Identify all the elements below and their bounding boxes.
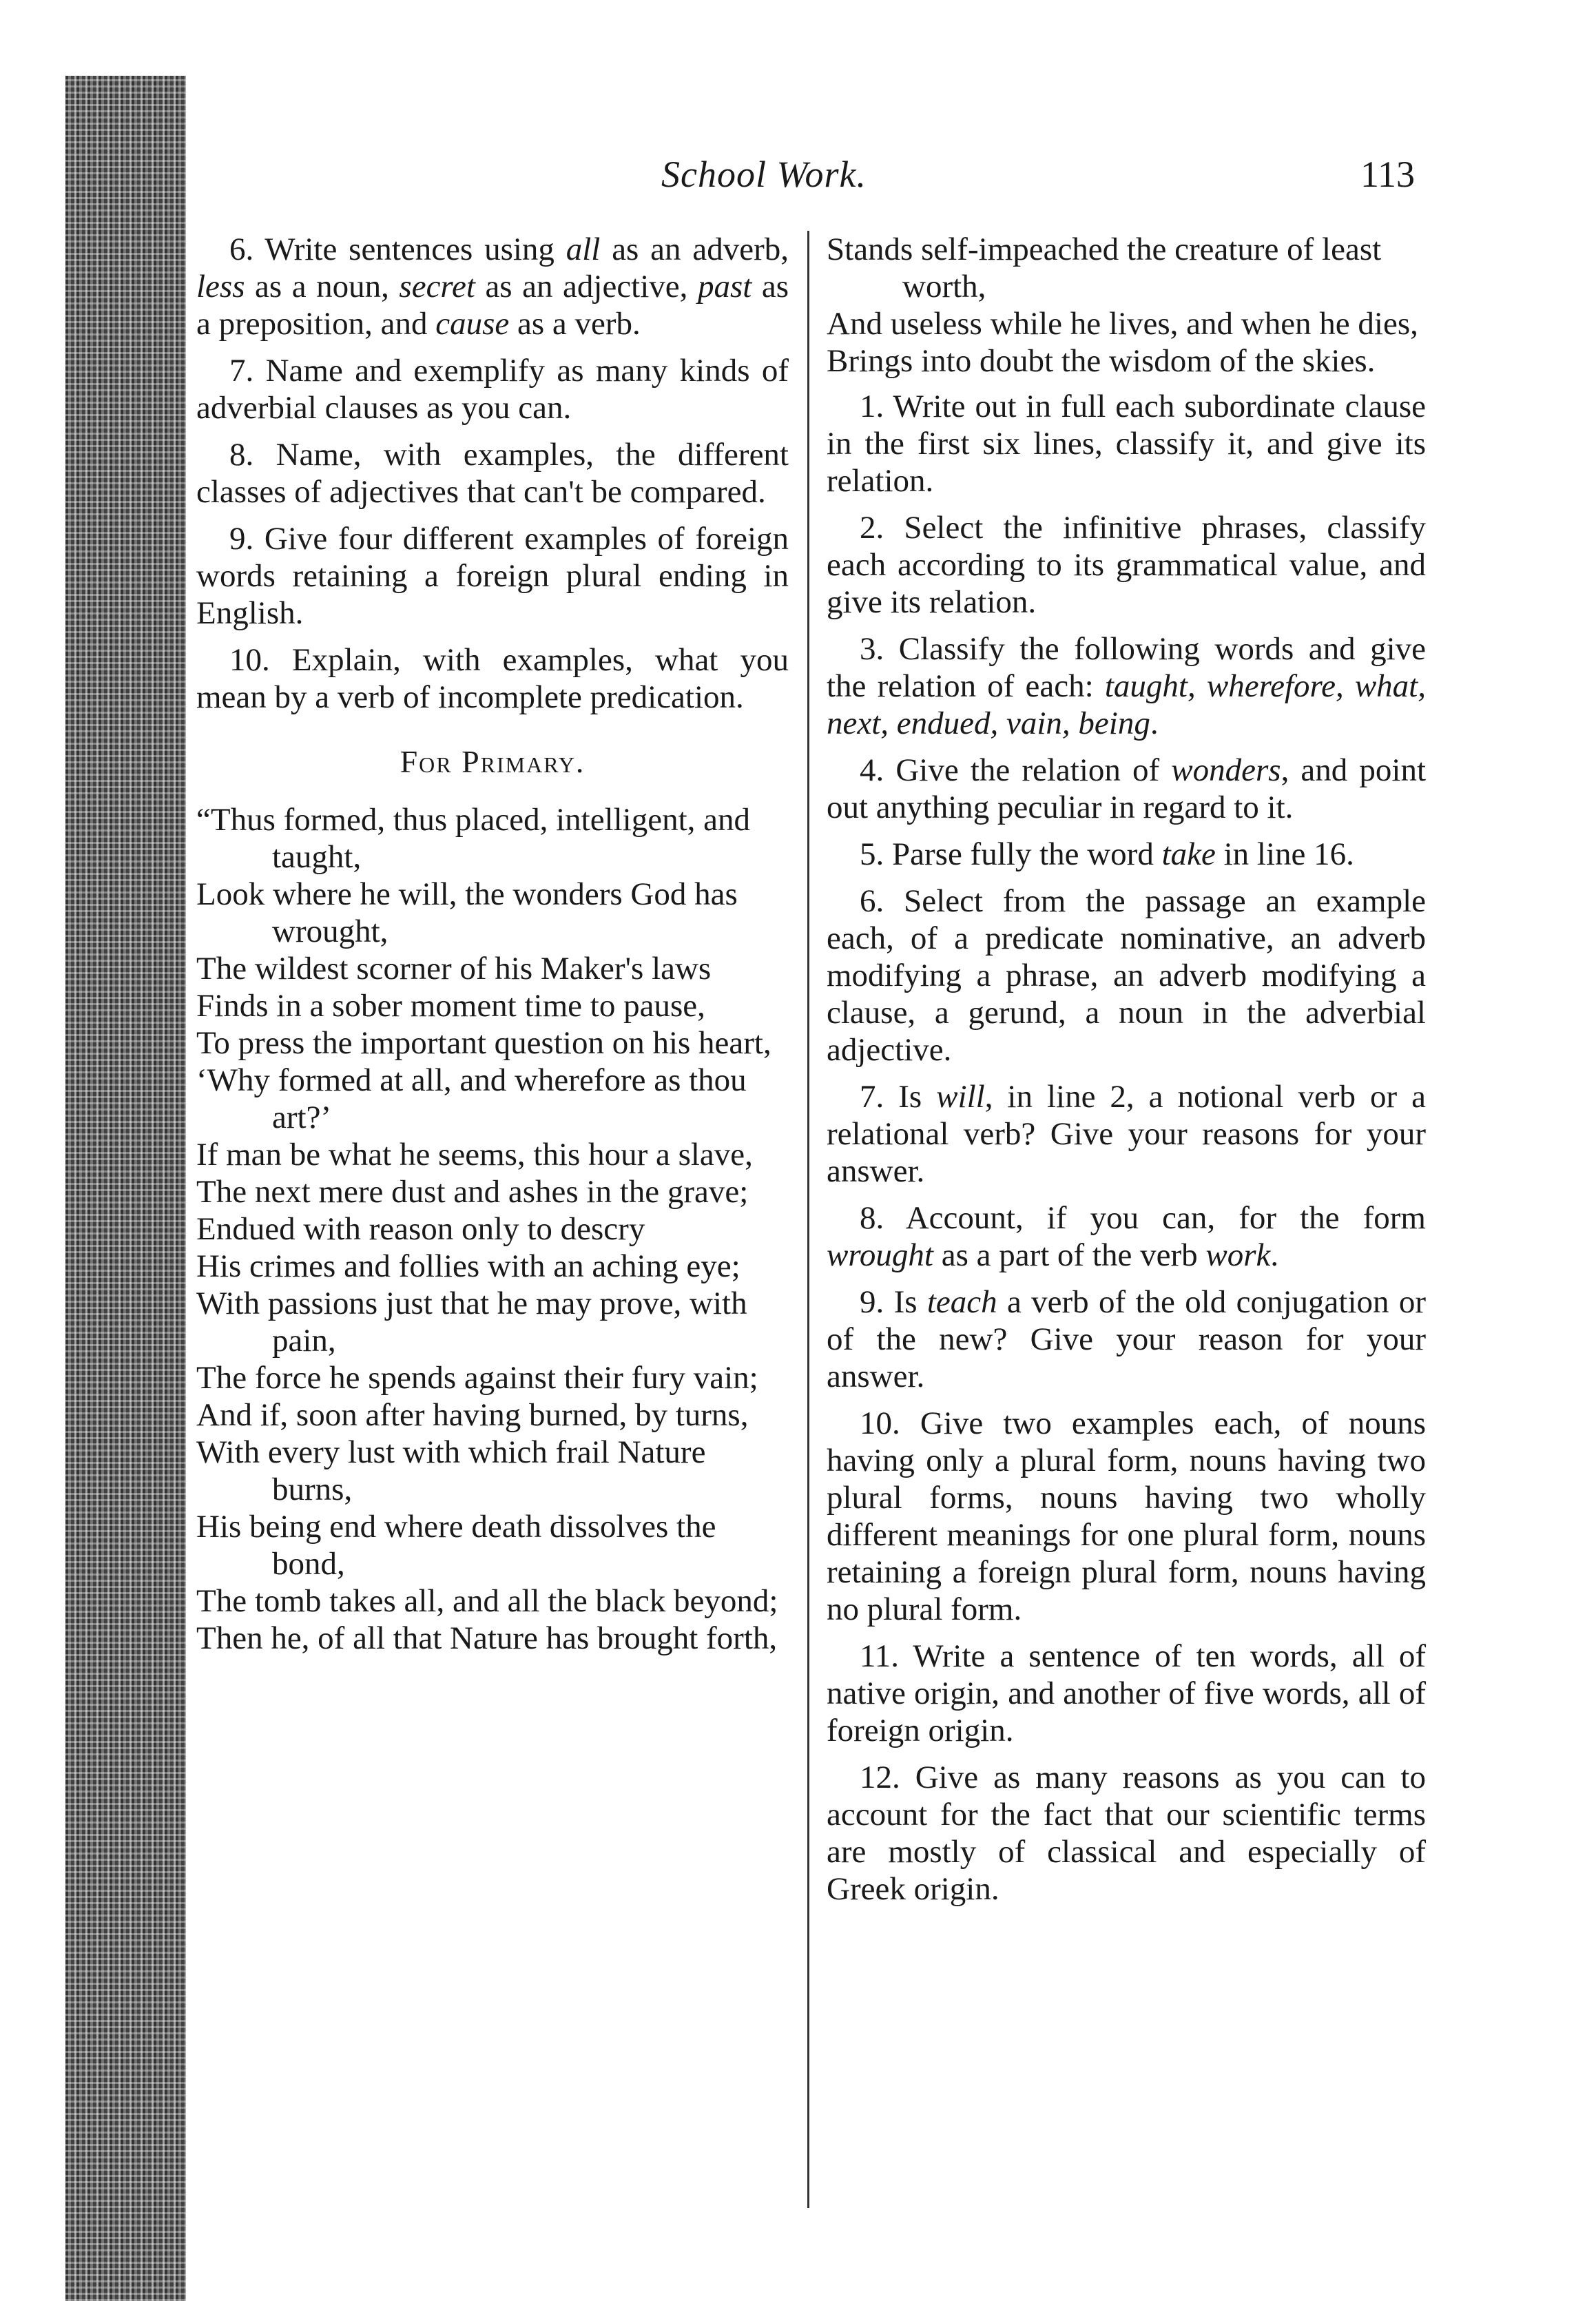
- question-item: 7. Name and exemplify as many kinds of adverbial clauses as you can.: [196, 353, 789, 426]
- question-item: 6. Select from the passage an example each, of a predicate nominative, an adverb modifying a phrase, an adverb modifying a clause, a gerund, a noun in the adverbial adjective.: [827, 883, 1426, 1068]
- question-item: 9. Is teach a verb of the old conjugation or of the new? Give your reason for your answer.: [827, 1284, 1426, 1394]
- question-item: 10. Give two examples each, of nouns having only a plural form, nouns having two plural forms, nouns having two wholly different meanings for one plural form, nouns retaining a foreign plural form, nouns having no plural form.: [827, 1405, 1426, 1627]
- poem-line: The force he spends against their fury vain;: [196, 1360, 758, 1396]
- poem-line: His crimes and follies with an aching eye;: [196, 1248, 740, 1284]
- running-head: School Work.: [661, 154, 867, 195]
- question-item: 3. Classify the following words and give the relation of each: taught, wherefore, what, next, endued, vain, being.: [827, 631, 1426, 741]
- page-header: [0, 153, 1596, 208]
- question-item: 8. Account, if you can, for the form wrought as a part of the verb work.: [827, 1200, 1426, 1273]
- poem-line: Endued with reason only to descry: [196, 1211, 645, 1247]
- poem-line: Brings into doubt the wisdom of the skies.: [827, 343, 1376, 379]
- question-item: 5. Parse fully the word take in line 16.: [860, 836, 1354, 872]
- poem-line: To press the important question on his heart,: [196, 1025, 771, 1061]
- poem-line: ‘Why formed at all, and wherefore as thou art?’: [196, 1062, 747, 1135]
- poem-line: The tomb takes all, and all the black beyond;: [196, 1583, 778, 1619]
- poem-line: With every lust with which frail Nature burns,: [196, 1434, 706, 1507]
- poem-continuation: [827, 231, 1426, 380]
- question-item: 4. Give the relation of wonders, and point out anything peculiar in regard to it.: [827, 752, 1426, 825]
- poem-excerpt: [196, 801, 789, 1657]
- column-divider: [807, 231, 809, 2208]
- right-column: [827, 231, 1426, 1917]
- poem-line: And if, soon after having burned, by turns,: [196, 1397, 749, 1433]
- poem-line: His being end where death dissolves the bond,: [196, 1509, 716, 1582]
- poem-line: The wildest scorner of his Maker's laws: [196, 951, 712, 987]
- poem-line: The next mere dust and ashes in the grave;: [196, 1174, 749, 1210]
- poem-line: If man be what he seems, this hour a slave,: [196, 1137, 753, 1173]
- poem-line: “Thus formed, thus placed, intelligent, and taught,: [196, 802, 751, 875]
- question-item: 10. Explain, with examples, what you mean by a verb of incomplete predication.: [196, 642, 789, 715]
- question-item: 12. Give as many reasons as you can to account for the fact that our scientific terms are mostly of classical and especially of Greek origin.: [827, 1760, 1426, 1907]
- left-column: [196, 231, 789, 1657]
- question-item: 9. Give four different examples of foreign words retaining a foreign plural ending in English.: [196, 521, 789, 631]
- poem-line: Finds in a sober moment time to pause,: [196, 988, 705, 1024]
- section-heading: For Primary.: [400, 744, 585, 779]
- poem-line: And useless while he lives, and when he dies,: [827, 306, 1418, 342]
- poem-line: With passions just that he may prove, with pain,: [196, 1286, 747, 1359]
- question-item: 7. Is will, in line 2, a notional verb or a relational verb? Give your reasons for your answer.: [827, 1079, 1426, 1189]
- poem-line: Look where he will, the wonders God has wrought,: [196, 876, 738, 949]
- question-item: 11. Write a sentence of ten words, all of native origin, and another of five words, all of foreign origin.: [827, 1638, 1426, 1748]
- question-item: 2. Select the infinitive phrases, classify each according to its grammatical value, and give its relation.: [827, 510, 1426, 620]
- question-item: 1. Write out in full each subordinate clause in the first six lines, classify it, and give its relation.: [827, 389, 1426, 499]
- poem-line: Then he, of all that Nature has brought forth,: [196, 1620, 778, 1656]
- page-number: 113: [1360, 154, 1415, 195]
- question-item: 6. Write sentences using all as an adverb, less as a noun, secret as an adjective, past as a preposition, and cause as a verb.: [196, 231, 789, 342]
- poem-line: Stands self-impeached the creature of least worth,: [827, 231, 1382, 305]
- book-binding-edge: [65, 76, 186, 2301]
- question-item: 8. Name, with examples, the different classes of adjectives that can't be compared.: [196, 437, 789, 510]
